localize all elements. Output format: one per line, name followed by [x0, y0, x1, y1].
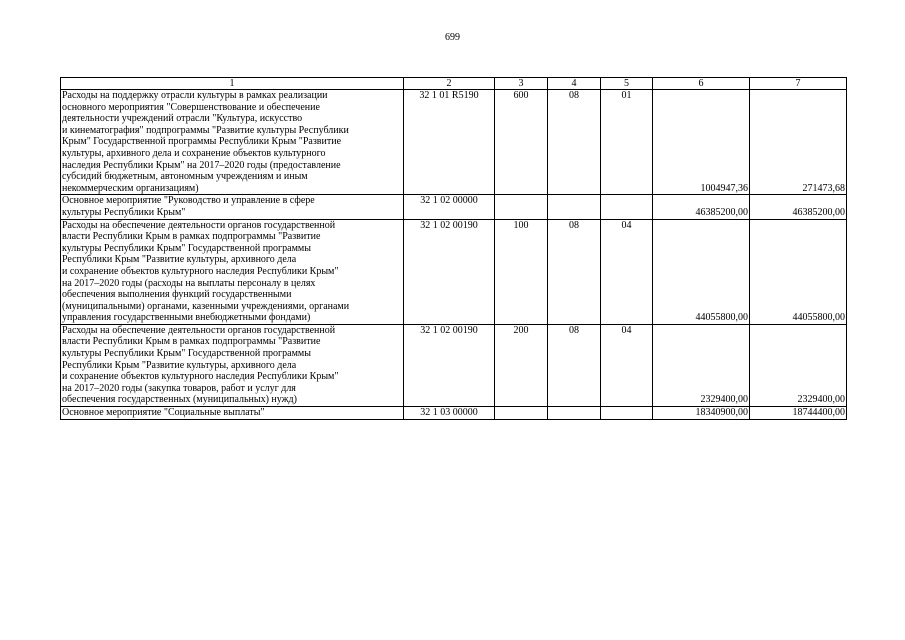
column-header-5: 5 [601, 78, 653, 90]
column-header-7: 7 [750, 78, 847, 90]
budget-table [60, 77, 847, 420]
section-code: 08 [548, 219, 601, 324]
table-row [61, 90, 847, 195]
amount-year-2: 46385200,00 [750, 195, 847, 219]
amount-year-2: 18744400,00 [750, 407, 847, 420]
table-row [61, 324, 847, 406]
table-row [61, 219, 847, 324]
section-code [548, 195, 601, 219]
expense-type-code: 100 [495, 219, 548, 324]
column-header-1: 1 [61, 78, 404, 90]
target-article-code: 32 1 01 R5190 [404, 90, 495, 195]
amount-year-1: 2329400,00 [653, 324, 750, 406]
section-code [548, 407, 601, 420]
table-row [61, 407, 847, 420]
column-header-6: 6 [653, 78, 750, 90]
expense-type-code: 200 [495, 324, 548, 406]
amount-year-1: 46385200,00 [653, 195, 750, 219]
amount-year-1: 1004947,36 [653, 90, 750, 195]
column-header-2: 2 [404, 78, 495, 90]
expense-type-code: 600 [495, 90, 548, 195]
row-description: Расходы на поддержку отрасли культуры в рамках реализации основного мероприятия "Совершенствование и обеспечение деятельности учреждений отрасли "Культура, искусство и кинематография" подпрограммы "Развитие культуры Республики Крым" Государственной программы Республики Крым "Развитие культуры, архивного дела и сохранение объектов культурного наследия Республики Крым" на 2017–2020 годы (предоставление субсидий бюджетным, автономным учреждениям и иным некоммерческим организациям) [61, 90, 404, 195]
section-code: 08 [548, 324, 601, 406]
amount-year-2: 2329400,00 [750, 324, 847, 406]
subsection-code: 04 [601, 324, 653, 406]
target-article-code: 32 1 02 00190 [404, 219, 495, 324]
subsection-code [601, 407, 653, 420]
target-article-code: 32 1 02 00190 [404, 324, 495, 406]
subsection-code [601, 195, 653, 219]
column-header-4: 4 [548, 78, 601, 90]
row-description: Основное мероприятие "Социальные выплаты" [61, 407, 404, 420]
expense-type-code [495, 195, 548, 219]
target-article-code: 32 1 03 00000 [404, 407, 495, 420]
amount-year-2: 44055800,00 [750, 219, 847, 324]
column-number-row [61, 78, 847, 90]
column-header-3: 3 [495, 78, 548, 90]
expense-type-code [495, 407, 548, 420]
row-description: Основное мероприятие "Руководство и управление в сфере культуры Республики Крым" [61, 195, 404, 219]
target-article-code: 32 1 02 00000 [404, 195, 495, 219]
section-code: 08 [548, 90, 601, 195]
amount-year-1: 18340900,00 [653, 407, 750, 420]
table-body [61, 78, 847, 420]
amount-year-2: 271473,68 [750, 90, 847, 195]
row-description: Расходы на обеспечение деятельности органов государственной власти Республики Крым в рамках подпрограммы "Развитие культуры Республики Крым" Государственной программы Республики Крым "Развитие культуры, архивного дела и сохранение объектов культурного наследия Республики Крым" на 2017–2020 годы (закупка товаров, работ и услуг для обеспечения государственных (муниципальных) нужд) [61, 324, 404, 406]
subsection-code: 04 [601, 219, 653, 324]
table-row [61, 195, 847, 219]
row-description: Расходы на обеспечение деятельности органов государственной власти Республики Крым в рамках подпрограммы "Развитие культуры Республики Крым" Государственной программы Республики Крым "Развитие культуры, архивного дела и сохранение объектов культурного наследия Республики Крым" на 2017–2020 годы (расходы на выплаты персоналу в целях обеспечения выполнения функций государственными (муниципальными) органами, казенными учреждениями, органами управления государственными внебюджетными фондами) [61, 219, 404, 324]
subsection-code: 01 [601, 90, 653, 195]
amount-year-1: 44055800,00 [653, 219, 750, 324]
page-number: 699 [445, 32, 460, 43]
